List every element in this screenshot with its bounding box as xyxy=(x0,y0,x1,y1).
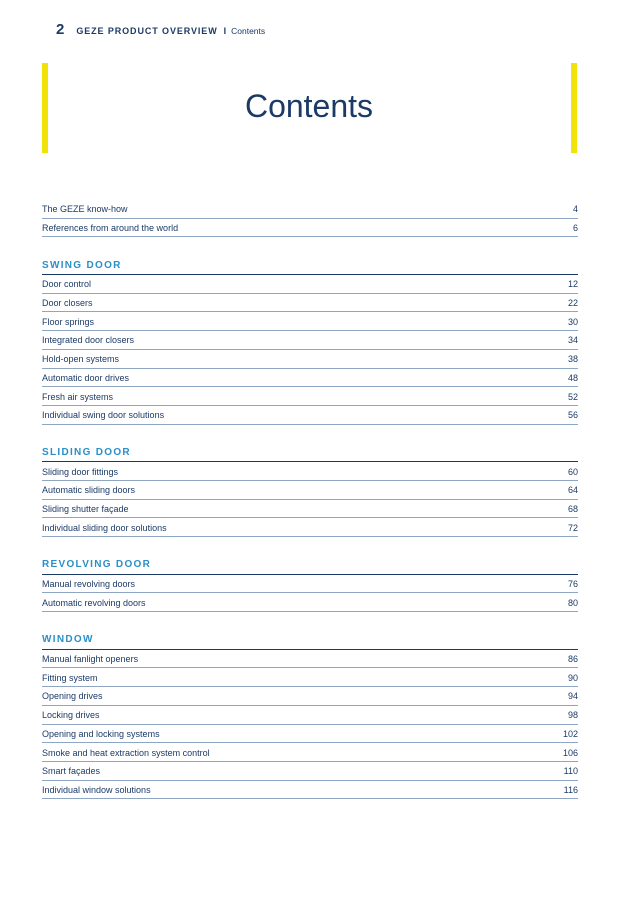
toc-entry-page-number: 68 xyxy=(567,503,578,514)
toc-entry-page-number: 38 xyxy=(567,354,578,365)
toc-entry-page-number: 102 xyxy=(562,728,578,739)
toc-entry-page-number: 22 xyxy=(567,298,578,309)
toc-entry[interactable] xyxy=(42,518,578,537)
toc-entry-label: The GEZE know-how xyxy=(42,204,128,215)
header-separator: I xyxy=(223,26,227,36)
toc-entry[interactable] xyxy=(42,687,578,706)
toc-entry[interactable] xyxy=(42,743,578,762)
toc-entry[interactable] xyxy=(42,462,578,481)
toc-entry-label: Sliding door fittings xyxy=(42,466,119,477)
toc-entry-label: Door closers xyxy=(42,298,93,309)
section-heading: REVOLVING DOOR xyxy=(42,556,578,575)
toc-entry-page-number: 110 xyxy=(563,766,578,777)
toc-entry-page-number: 64 xyxy=(567,485,578,496)
toc-entry-label: Fresh air systems xyxy=(42,391,114,402)
toc-entry[interactable] xyxy=(42,500,578,519)
toc-entry[interactable] xyxy=(42,275,578,294)
toc-entry[interactable] xyxy=(42,575,578,594)
toc-entry-page-number: 94 xyxy=(567,691,578,702)
toc-entry-page-number: 98 xyxy=(567,710,578,721)
toc-sections xyxy=(42,256,578,799)
toc-entry-label: Manual revolving doors xyxy=(42,579,136,590)
toc-entry[interactable] xyxy=(42,593,578,612)
section-heading: WINDOW xyxy=(42,631,578,650)
toc-entry-label: Door control xyxy=(42,279,92,290)
toc-entry-label: Floor springs xyxy=(42,316,95,327)
toc-entry-page-number: 52 xyxy=(567,391,578,402)
toc-entry-label: Sliding shutter façade xyxy=(42,503,129,514)
document-title: GEZE PRODUCT OVERVIEW xyxy=(76,26,218,36)
toc-section xyxy=(42,631,578,799)
toc-entry[interactable] xyxy=(42,481,578,500)
toc-entry-label: Smart façades xyxy=(42,766,101,777)
toc-entry-label: Automatic sliding doors xyxy=(42,485,136,496)
toc-entry[interactable] xyxy=(42,219,578,238)
toc-entry[interactable] xyxy=(42,725,578,744)
toc-entry[interactable] xyxy=(42,350,578,369)
toc-entry-label: Individual sliding door solutions xyxy=(42,522,167,533)
toc-entry-page-number: 30 xyxy=(567,316,578,327)
toc-entry-label: Integrated door closers xyxy=(42,335,135,346)
section-heading: SWING DOOR xyxy=(42,256,578,275)
toc-entry-page-number: 4 xyxy=(572,204,578,215)
intro-entries xyxy=(42,200,578,237)
toc-entry-label: Individual window solutions xyxy=(42,784,151,795)
toc-entry[interactable] xyxy=(42,706,578,725)
toc-entry-page-number: 106 xyxy=(562,747,578,758)
toc-entry-label: Smoke and heat extraction system control xyxy=(42,747,210,758)
toc-entry[interactable] xyxy=(42,762,578,781)
toc-entry[interactable] xyxy=(42,668,578,687)
toc-entry-label: Individual swing door solutions xyxy=(42,410,165,421)
toc-entry-page-number: 12 xyxy=(567,279,578,290)
toc-entry[interactable] xyxy=(42,200,578,219)
table-of-contents xyxy=(42,200,578,799)
header-section-name: Contents xyxy=(231,26,266,36)
toc-entry-page-number: 72 xyxy=(567,522,578,533)
toc-section xyxy=(42,444,578,537)
toc-entry[interactable] xyxy=(42,294,578,313)
toc-section xyxy=(42,556,578,612)
toc-entry-label: Hold-open systems xyxy=(42,354,120,365)
page-title: Contents xyxy=(244,88,374,124)
toc-entry-label: Opening and locking systems xyxy=(42,728,160,739)
toc-entry-page-number: 80 xyxy=(567,597,578,608)
toc-entry[interactable] xyxy=(42,369,578,388)
toc-entry-label: References from around the world xyxy=(42,223,179,234)
toc-entry-page-number: 116 xyxy=(563,784,578,795)
toc-entry-label: Opening drives xyxy=(42,691,103,702)
toc-entry[interactable] xyxy=(42,331,578,350)
toc-entry-page-number: 90 xyxy=(567,672,578,683)
toc-entry-page-number: 34 xyxy=(567,335,578,346)
toc-entry-page-number: 76 xyxy=(567,579,578,590)
toc-entry-label: Fitting system xyxy=(42,672,98,683)
toc-section xyxy=(42,256,578,424)
toc-entry[interactable] xyxy=(42,387,578,406)
toc-entry-page-number: 48 xyxy=(567,372,578,383)
page-number: 2 xyxy=(56,21,65,38)
toc-entry[interactable] xyxy=(42,781,578,800)
toc-entry-page-number: 86 xyxy=(567,654,578,665)
page-header xyxy=(56,21,265,37)
toc-entry-page-number: 56 xyxy=(567,410,578,421)
toc-entry-page-number: 6 xyxy=(572,223,578,234)
toc-entry[interactable] xyxy=(42,406,578,425)
toc-entry-label: Automatic door drives xyxy=(42,372,130,383)
toc-entry-label: Automatic revolving doors xyxy=(42,597,146,608)
toc-entry-label: Locking drives xyxy=(42,710,100,721)
toc-entry-page-number: 60 xyxy=(567,466,578,477)
toc-entry[interactable] xyxy=(42,650,578,669)
toc-entry-label: Manual fanlight openers xyxy=(42,654,139,665)
toc-entry[interactable] xyxy=(42,312,578,331)
section-heading: SLIDING DOOR xyxy=(42,444,578,463)
